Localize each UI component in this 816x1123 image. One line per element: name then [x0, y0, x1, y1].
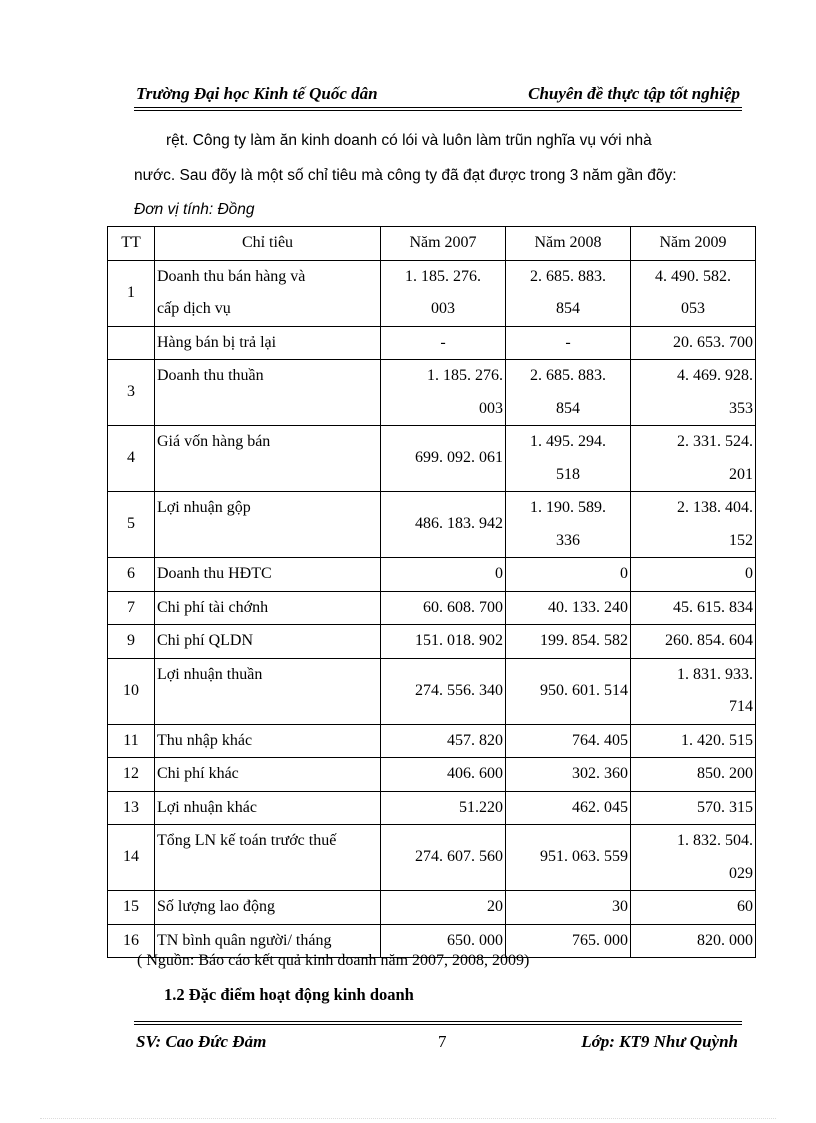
row-number-cell: 4	[108, 426, 155, 492]
footer-rule-top	[134, 1021, 742, 1022]
value-2009-cell	[631, 891, 756, 925]
page-number: 7	[438, 1032, 447, 1051]
cell-line: 462. 045	[572, 798, 628, 816]
cell-line: 353	[729, 399, 753, 417]
cell-line: 4. 469. 928.	[677, 367, 753, 384]
row-number-cell	[108, 326, 155, 360]
value-2009-cell	[631, 426, 756, 492]
cell-line: 850. 200	[697, 765, 753, 782]
cell-line: 570. 315	[697, 798, 753, 816]
value-2009-cell	[631, 924, 756, 958]
section-heading: 1.2 Đặc điểm hoạt động kinh doanh	[164, 985, 414, 1004]
financial-table	[107, 226, 756, 958]
row-number-cell: 3	[108, 360, 155, 426]
indicator-cell	[155, 558, 381, 592]
value-2007-cell	[381, 260, 506, 326]
row-number-cell: 10	[108, 658, 155, 724]
value-2008-cell	[506, 825, 631, 891]
cell-line: 51.220	[459, 798, 503, 816]
table-row	[108, 658, 756, 724]
row-number-cell: 11	[108, 724, 155, 758]
value-2007-cell	[381, 591, 506, 625]
value-2008-cell	[506, 791, 631, 825]
cell-line: Lợi nhuận thuần	[157, 665, 263, 683]
cell-line: 457. 820	[447, 731, 503, 749]
cell-line: 1. 832. 504.	[677, 832, 753, 849]
indicator-cell	[155, 724, 381, 758]
value-2007-cell	[381, 326, 506, 360]
row-number-cell: 5	[108, 492, 155, 558]
value-2007-cell	[381, 625, 506, 659]
cell-line: 820. 000	[697, 931, 753, 949]
header-rule-top	[134, 107, 742, 108]
cell-line: 201	[729, 465, 753, 483]
cell-line: 0	[620, 565, 628, 582]
indicator-cell	[155, 260, 381, 326]
cell-line: 1. 831. 933.	[677, 665, 753, 683]
table-row	[108, 591, 756, 625]
row-number-cell: 1	[108, 260, 155, 326]
row-number-cell: 16	[108, 924, 155, 958]
value-2008-cell	[506, 758, 631, 792]
cell-line: 1. 185. 276.	[427, 367, 503, 384]
cell-line: 2. 685. 883.	[530, 367, 606, 384]
indicator-cell	[155, 891, 381, 925]
cell-line: 45. 615. 834	[673, 598, 753, 616]
table-row	[108, 825, 756, 891]
indicator-cell	[155, 360, 381, 426]
cell-line: 765. 000	[572, 931, 628, 949]
cell-line: 0	[745, 565, 753, 582]
table-row	[108, 758, 756, 792]
cell-line: Doanh thu thuần	[157, 367, 264, 384]
cell-line: 714	[729, 698, 753, 715]
value-2007-cell	[381, 658, 506, 724]
cell-line: 764. 405	[572, 731, 628, 749]
value-2008-cell	[506, 492, 631, 558]
cell-line: 003	[479, 399, 503, 417]
cell-line: 20	[487, 898, 503, 915]
indicator-cell	[155, 791, 381, 825]
cell-line: Tổng LN kế toán trước thuế	[157, 832, 337, 849]
cell-line: Chi phí khác	[157, 765, 239, 782]
cell-line: Lợi nhuận gộp	[157, 499, 251, 516]
value-2007-cell	[381, 558, 506, 592]
indicator-cell	[155, 591, 381, 625]
table-header-row	[108, 227, 756, 261]
footer-rule-bottom	[134, 1024, 742, 1025]
cell-line: 60. 608. 700	[423, 598, 503, 616]
indicator-cell	[155, 326, 381, 360]
value-2009-cell	[631, 791, 756, 825]
col-header-tt: TT	[108, 227, 155, 261]
cell-line: 650. 000	[447, 931, 503, 949]
cell-line: -	[565, 333, 571, 351]
intro-line-1: rệt. Công ty làm ăn kinh doanh có lói và luôn làm trũn nghĩa vụ với nhà	[166, 132, 652, 149]
cell-line: 260. 854. 604	[665, 632, 753, 649]
table-row	[108, 360, 756, 426]
value-2008-cell	[506, 658, 631, 724]
cell-line: 30	[612, 898, 628, 915]
cell-line: 60	[737, 898, 753, 915]
cell-line: 151. 018. 902	[415, 632, 503, 649]
row-number-cell: 12	[108, 758, 155, 792]
cell-line: 406. 600	[447, 765, 503, 782]
cell-line: 003	[431, 300, 455, 317]
table-row	[108, 724, 756, 758]
table-row	[108, 791, 756, 825]
cell-line: 518	[556, 465, 580, 483]
cell-line: Hàng bán bị trả lại	[157, 333, 277, 351]
cell-line: 2. 685. 883.	[530, 267, 606, 285]
cell-line: -	[440, 333, 446, 351]
value-2008-cell	[506, 260, 631, 326]
cell-line: 1. 495. 294.	[530, 433, 606, 450]
cell-line: 1. 420. 515	[681, 731, 753, 749]
value-2009-cell	[631, 260, 756, 326]
cell-line: Doanh thu HĐTC	[157, 565, 272, 582]
page-footer	[134, 1032, 740, 1056]
table-row	[108, 326, 756, 360]
cell-line: Giá vốn hàng bán	[157, 433, 271, 450]
unit-note: Đơn vị tính: Đồng	[134, 201, 255, 218]
cell-line: 053	[681, 300, 705, 317]
value-2009-cell	[631, 625, 756, 659]
table-row	[108, 492, 756, 558]
cell-line: Doanh thu bán hàng và	[157, 267, 306, 285]
value-2007-cell	[381, 360, 506, 426]
table-row	[108, 558, 756, 592]
indicator-cell	[155, 658, 381, 724]
cell-line: 029	[729, 864, 753, 882]
cell-line: TN bình quân người/ tháng	[157, 931, 332, 949]
table-row	[108, 625, 756, 659]
value-2007-cell	[381, 791, 506, 825]
value-2009-cell	[631, 758, 756, 792]
col-header-indicator: Chỉ tiêu	[155, 227, 381, 261]
value-2008-cell	[506, 891, 631, 925]
row-number-cell: 9	[108, 625, 155, 659]
value-2008-cell	[506, 426, 631, 492]
source-note: ( Nguồn: Báo cáo kết quả kinh doanh năm 2007, 2008, 2009)	[137, 952, 530, 969]
cell-line: 4. 490. 582.	[655, 267, 731, 285]
value-2009-cell	[631, 658, 756, 724]
col-header-2009: Năm 2009	[631, 227, 756, 261]
indicator-cell	[155, 758, 381, 792]
footer-student: SV: Cao Đức Đảm	[136, 1032, 267, 1051]
indicator-cell	[155, 825, 381, 891]
cell-line: 199. 854. 582	[540, 632, 628, 649]
cell-line: 2. 138. 404.	[677, 499, 753, 516]
value-2009-cell	[631, 558, 756, 592]
value-2007-cell	[381, 724, 506, 758]
col-header-2007: Năm 2007	[381, 227, 506, 261]
value-2008-cell	[506, 360, 631, 426]
value-2009-cell	[631, 360, 756, 426]
cell-line: 152	[729, 531, 753, 549]
value-2008-cell	[506, 326, 631, 360]
page-bottom-border	[40, 1118, 776, 1119]
row-number-cell: 7	[108, 591, 155, 625]
cell-line: 0	[495, 565, 503, 582]
value-2008-cell	[506, 558, 631, 592]
cell-line: Chi phí QLDN	[157, 632, 253, 649]
value-2009-cell	[631, 591, 756, 625]
row-number-cell: 13	[108, 791, 155, 825]
row-number-cell: 15	[108, 891, 155, 925]
value-2008-cell	[506, 591, 631, 625]
table-row	[108, 426, 756, 492]
cell-line: 336	[556, 531, 580, 549]
cell-line: 302. 360	[572, 765, 628, 782]
value-2007-cell	[381, 758, 506, 792]
cell-line: 1. 185. 276.	[405, 267, 481, 285]
cell-line: Số lượng lao động	[157, 898, 276, 915]
header-report-title: Chuyên đề thực tập tốt nghiệp	[528, 84, 740, 103]
header-rule-bottom	[134, 110, 742, 111]
intro-line-2: nước. Sau đõy là một số chỉ tiêu mà công ty đã đạt được trong 3 năm gần đõy:	[134, 167, 677, 184]
indicator-cell	[155, 625, 381, 659]
footer-class: Lớp: KT9 Như Quỳnh	[581, 1032, 738, 1051]
value-2009-cell	[631, 825, 756, 891]
cell-line: 2. 331. 524.	[677, 433, 753, 450]
value-2007-cell	[381, 825, 506, 891]
cell-line: 951. 063. 559	[540, 848, 628, 866]
cell-line: 486. 183. 942	[415, 515, 503, 533]
indicator-cell	[155, 492, 381, 558]
value-2007-cell	[381, 492, 506, 558]
value-2007-cell	[381, 891, 506, 925]
cell-line: Thu nhập khác	[157, 731, 253, 749]
value-2009-cell	[631, 326, 756, 360]
row-number-cell: 14	[108, 825, 155, 891]
row-number-cell: 6	[108, 558, 155, 592]
value-2009-cell	[631, 492, 756, 558]
col-header-2008: Năm 2008	[506, 227, 631, 261]
cell-line: Chi phí tài chớnh	[157, 598, 269, 616]
page-header	[134, 82, 740, 108]
cell-line: Lợi nhuận khác	[157, 798, 257, 816]
cell-line: 699. 092. 061	[415, 449, 503, 467]
cell-line: 274. 556. 340	[415, 681, 503, 699]
cell-line: 274. 607. 560	[415, 848, 503, 866]
cell-line: 20. 653. 700	[673, 333, 753, 351]
value-2007-cell	[381, 426, 506, 492]
cell-line: 40. 133. 240	[548, 598, 628, 616]
value-2008-cell	[506, 625, 631, 659]
cell-line: 854	[556, 300, 580, 317]
cell-line: 1. 190. 589.	[530, 499, 606, 516]
header-university: Trường Đại học Kinh tế Quốc dân	[136, 84, 378, 103]
value-2008-cell	[506, 724, 631, 758]
cell-line: 950. 601. 514	[540, 681, 628, 699]
cell-line: cấp dịch vụ	[157, 300, 231, 317]
value-2009-cell	[631, 724, 756, 758]
table-row	[108, 891, 756, 925]
table-row	[108, 260, 756, 326]
cell-line: 854	[556, 399, 580, 417]
indicator-cell	[155, 426, 381, 492]
